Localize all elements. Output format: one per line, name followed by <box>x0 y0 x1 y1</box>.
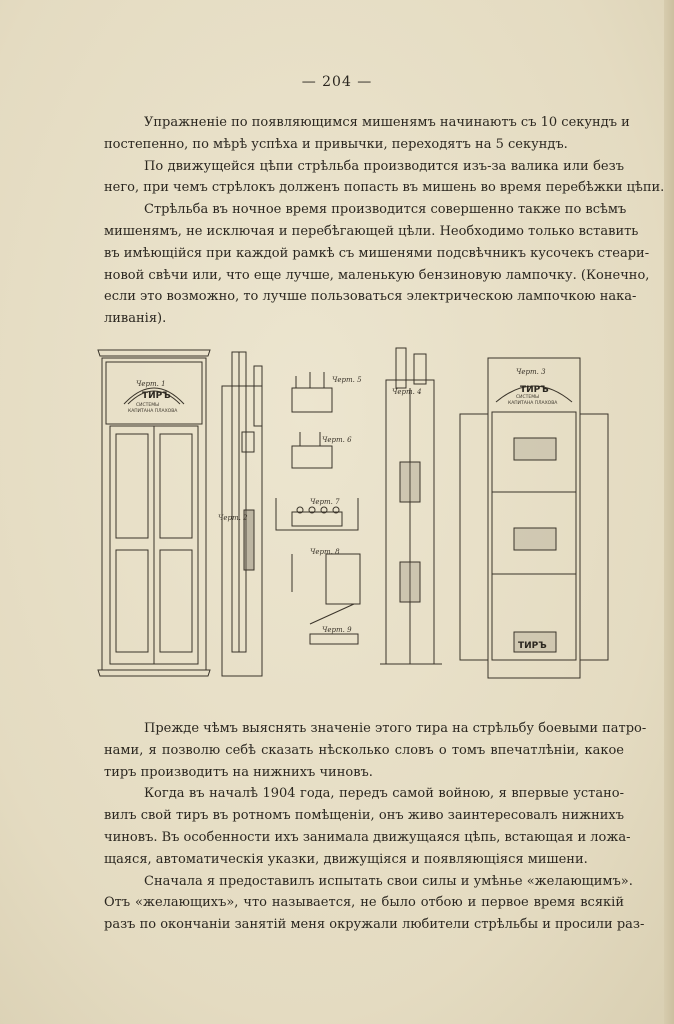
label-fig-4: Черт. 4 <box>392 388 422 396</box>
paragraph <box>104 718 647 783</box>
text-line: Упражненіе по появляющимся мишенямъ начинаютъ съ 10 секундъ и <box>144 115 630 130</box>
label-fig-6: Черт. 6 <box>322 436 352 444</box>
text-line: щаяся, автоматическія указки, движущіяся и появляющіяся мишени. <box>104 851 588 867</box>
text-line: Когда въ началѣ 1904 года, передъ самой войною, я впервые устано- <box>144 786 624 802</box>
text-line: новой свѣчи или, что еще лучше, маленькую бензиновую лампочку. (Конечно, <box>104 267 650 283</box>
text-line: Отъ «желающихъ», что называется, не было отбою и первое время всякій <box>104 895 624 911</box>
figure-3-open-cabinet <box>460 358 608 678</box>
sign-title-fig-1: ТИРЪ <box>142 391 171 401</box>
text-line: Сначала я предоставилъ испытать свои силы и умѣнье «желающимъ». <box>144 873 633 889</box>
paragraph <box>104 199 650 330</box>
paragraph <box>104 871 645 936</box>
text-line: Прежде чѣмъ выяснять значеніе этого тира на стрѣльбу боевыми патро- <box>144 721 647 736</box>
text-line: въ имѣющійся при каждой рамкѣ съ мишенями подсвѣчникъ кусочекъ стеари- <box>104 245 650 261</box>
label-fig-3: Черт. 3 <box>516 368 546 376</box>
page-spine <box>664 0 674 1024</box>
text-line: вилъ свой тиръ въ ротномъ помѣщеніи, онъ живо заинтересовалъ нижнихъ <box>104 808 624 824</box>
illustration-svg <box>96 342 636 692</box>
text-line: постепенно, по мѣрѣ успѣха и привычки, переходятъ на 5 секундъ. <box>104 136 568 152</box>
figures-5-9-mechanism-details <box>276 372 360 644</box>
bottom-text-block <box>104 718 647 936</box>
paragraph <box>104 156 665 200</box>
label-fig-8: Черт. 8 <box>310 548 340 556</box>
sign-subtitle-fig-3b: КАПИТАНА ПЛАХОВА <box>508 401 558 406</box>
text-line: По движущейся цѣпи стрѣльба производится изъ-за валика или безъ <box>144 158 624 174</box>
label-fig-1: Черт. 1 <box>136 380 166 388</box>
label-fig-9: Черт. 9 <box>322 626 352 634</box>
text-line: чиновъ. Въ особенности ихъ занимала движущаяся цѣпь, встающая и ложа- <box>104 829 631 845</box>
sign-title-fig-3-bottom: ТИРЪ <box>518 641 547 651</box>
text-line: ливанія). <box>104 311 167 327</box>
text-line: разъ по окончаніи занятій меня окружали любители стрѣльбы и просили раз- <box>104 917 645 933</box>
label-fig-7: Черт. 7 <box>310 498 340 506</box>
label-fig-2: Черт. 2 <box>218 514 248 522</box>
text-line: если это возможно, то лучше пользоваться электрическою лампочкою нака- <box>104 289 637 305</box>
label-fig-5: Черт. 5 <box>332 376 362 384</box>
shooting-range-illustration <box>96 342 636 692</box>
page-number: — 204 — <box>301 74 373 90</box>
text-line: Стрѣльба въ ночное время производится совершенно также по всѣмъ <box>144 202 627 218</box>
sign-subtitle-fig-1b: КАПИТАНА ПЛАХОВА <box>128 409 178 414</box>
top-text-block <box>104 112 665 330</box>
paragraph <box>104 112 630 156</box>
text-line: тиръ производитъ на нижнихъ чиновъ. <box>104 764 373 780</box>
text-line: мишенямъ, не исключая и перебѣгающей цѣли. Необходимо только вставить <box>104 223 639 239</box>
text-line: нами, я позволю себѣ сказать нѣсколько словъ о томъ впечатлѣніи, какое <box>104 742 624 758</box>
sign-subtitle-fig-3a: СИСТЕМЫ <box>516 395 540 400</box>
sign-title-fig-3: ТИРЪ <box>520 385 549 395</box>
paragraph <box>104 783 631 870</box>
sign-subtitle-fig-1a: СИСТЕМЫ <box>136 403 160 408</box>
text-line: него, при чемъ стрѣлокъ долженъ попасть въ мишень во время перебѣжки цѣпи. <box>104 180 665 196</box>
